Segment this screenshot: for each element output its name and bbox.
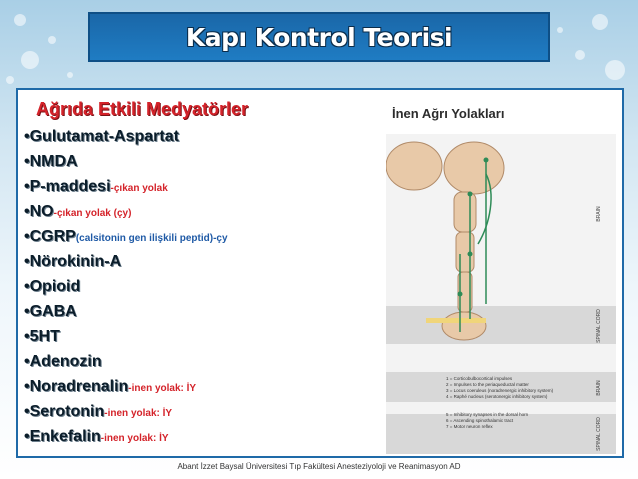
legend-line: 3 = Locus coeruleus (noradrenergic inhibitory system) [446, 388, 554, 393]
side-label: SPINAL CORD [596, 309, 602, 343]
list-item-label: CGRP [29, 228, 76, 245]
bullet-icon: • [24, 203, 30, 220]
legend-line: 2 = Impulses to the periaqueductal matter [446, 382, 529, 387]
bullet-icon: • [24, 328, 30, 345]
pathway-diagram [386, 104, 616, 454]
list-item [24, 224, 344, 249]
diagram-title: İnen Ağrı Yolakları [392, 106, 505, 121]
list-item [24, 124, 344, 149]
list-item-note: -çıkan yolak (çy) [53, 208, 132, 219]
spinal-band [386, 306, 616, 344]
side-label: SPINAL CORD [596, 417, 602, 451]
bullet-icon: • [24, 378, 30, 395]
legend-line: 6 = Ascending spinothalamic tract [446, 418, 514, 423]
bullet-icon: • [24, 253, 30, 270]
list-item-label: GABA [29, 303, 77, 320]
legend-line: 7 = Motor neuron reflex [446, 424, 493, 429]
bullet-icon: • [24, 178, 30, 195]
list-item-label: Nörokinin-A [29, 253, 122, 270]
list-item-note: (calsitonin gen ilişkili peptid)-çy [75, 233, 228, 244]
pathway-illustration [386, 104, 616, 454]
brain-left-icon [386, 142, 442, 190]
list-item-label: Enkefalin [29, 428, 101, 445]
bullet-icon: • [24, 428, 30, 445]
list-heading: Ağrıda Etkili Medyatörler [36, 99, 249, 119]
list-item [24, 274, 344, 299]
list-items [24, 124, 344, 449]
bullet-icon: • [24, 153, 30, 170]
bullet-icon: • [24, 353, 30, 370]
list-item [24, 249, 344, 274]
list-item [24, 299, 344, 324]
spinal-cord-icon [442, 312, 486, 340]
list-item [24, 349, 344, 374]
legend-line: 1 = Corticobulbocortical impulses [446, 376, 513, 381]
list-item [24, 374, 344, 399]
list-item-label: NO [29, 203, 54, 220]
bullet-icon: • [24, 278, 30, 295]
legend-line: 5 = Inhibitory synapses in the dorsal horn [446, 412, 529, 417]
side-label: BRAIN [596, 380, 602, 396]
list-item-label: 5HT [29, 328, 60, 345]
mediator-list [24, 94, 344, 449]
list-item-label: Opioid [29, 278, 81, 295]
legend-line: 4 = Raphé nucleus (serotonergic inhibitory system) [446, 394, 548, 399]
list-item [24, 174, 344, 199]
bullet-icon: • [24, 228, 30, 245]
list-item-note: -inen yolak: İY [104, 408, 173, 419]
slide-title: Kapı Kontrol Teorisi [185, 22, 453, 52]
list-item-note: -inen yolak: İY [100, 433, 169, 444]
list-item-label: Adenozin [29, 353, 102, 370]
list-item [24, 149, 344, 174]
list-item [24, 424, 344, 449]
bullet-icon: • [24, 403, 30, 420]
list-item-label: NMDA [29, 153, 78, 170]
list-item [24, 199, 344, 224]
list-item-label: P-maddesi [29, 178, 111, 195]
list-item [24, 324, 344, 349]
side-label: BRAIN [596, 206, 602, 222]
list-item-note: -inen yolak: İY [128, 383, 197, 394]
list-item-label: Gulutamat-Aspartat [29, 128, 179, 145]
brain-right-icon [444, 142, 504, 194]
bullet-icon: • [24, 128, 30, 145]
list-item-label: Noradrenalin [29, 378, 129, 395]
list-item-note: -çıkan yolak [110, 183, 168, 194]
content-panel [16, 88, 624, 458]
slide-title-box [88, 12, 550, 62]
footer-credit: Abant İzzet Baysal Üniversitesi Tıp Fakültesi Anesteziyoloji ve Reanimasyon AD [177, 462, 461, 471]
bullet-icon: • [24, 303, 30, 320]
list-item [24, 399, 344, 424]
list-item-label: Serotonin [29, 403, 105, 420]
